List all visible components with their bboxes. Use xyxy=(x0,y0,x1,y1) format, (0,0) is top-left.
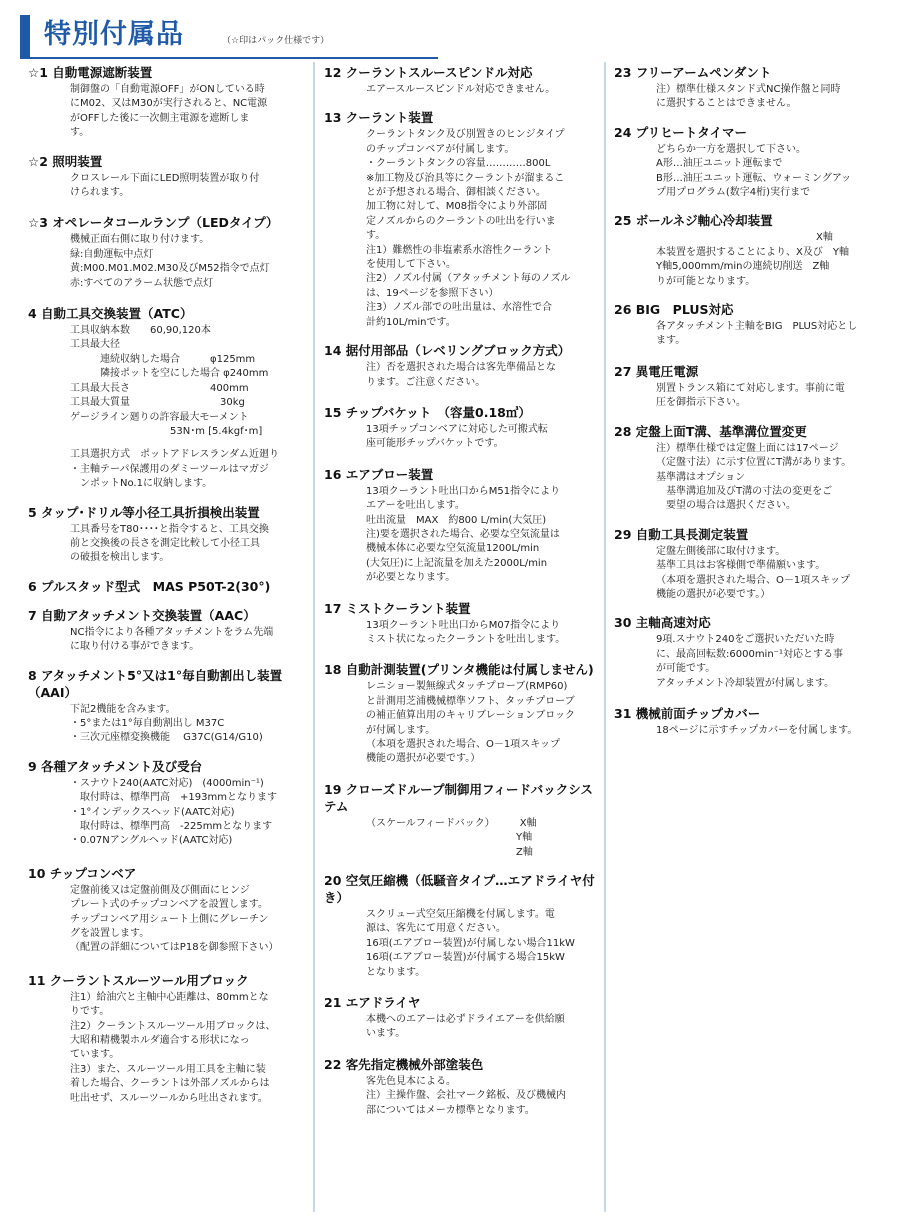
spec-item-text: に取り付ける事ができます。 xyxy=(70,641,200,653)
spec-item-title: 9 各種アタッチメント及び受台 xyxy=(28,758,203,774)
spec-item-text: の破損を検出します。 xyxy=(70,552,170,564)
header-accent-bar xyxy=(20,15,30,57)
spec-item-text: 連続収納した場合 φ125mm xyxy=(70,353,256,365)
spec-item-text: 取付時は、標準門高 -225mmとなります xyxy=(70,821,273,832)
spec-item-text: 注）標準仕様スタンド式NC操作盤と同時 xyxy=(656,84,841,95)
spec-item-text: 16項(エアブロー装置)が付属しない場合11kW xyxy=(366,937,575,949)
spec-item-text: ています。 xyxy=(70,1049,120,1061)
spec-item-text: 本装置を選択することにより、X及び Y軸 xyxy=(656,246,849,258)
spec-item-text: が可能です。 xyxy=(656,663,716,675)
spec-item-text: ・主軸テーパ保護用のダミーツールはマガジ xyxy=(70,463,269,475)
spec-item-text: が付属します。 xyxy=(366,724,436,736)
spec-item-text: す。 xyxy=(366,230,386,242)
spec-item-text: （本項を選択された場合、O－1項スキップ xyxy=(366,739,561,750)
spec-item xyxy=(28,865,300,956)
spec-item-text: ・三次元座標変換機能 G37C(G14/G10) xyxy=(70,732,263,744)
spec-item-text: にM02、又はM30が実行されると、NC電源 xyxy=(70,98,268,110)
spec-item-text: 赤:すべてのアラーム状態で点灯 xyxy=(70,277,214,289)
spec-item-text: （スケールフィードバック） X軸 xyxy=(366,817,537,829)
spec-item-text: 座可能形チップバケットです。 xyxy=(366,438,504,450)
spec-item-text: 注1）給油穴と主軸中心距離は、80mmとな xyxy=(70,991,269,1003)
spec-item-text: と計測用芝浦機械標準ソフト、タッチプローブ xyxy=(366,695,575,707)
spec-item-title: 5 タップ･ドリル等小径工具折損検出装置 xyxy=(28,504,260,520)
spec-item-text: 工具番号をT80････と指令すると、工具交換 xyxy=(70,523,269,535)
spec-item-text: 各アタッチメント主軸をBIG PLUS対応とし xyxy=(656,321,858,333)
spec-item-title: 25 ボールネジ軸心冷却装置 xyxy=(614,213,773,229)
spec-item xyxy=(324,872,596,980)
spec-item-title: 13 クーラント装置 xyxy=(324,110,434,126)
spec-item-text: 本機へのエアーは必ずドライエアーを供給願 xyxy=(366,1014,565,1026)
spec-item-text: X軸 xyxy=(656,232,833,244)
spec-item-text: ンポットNo.1に収納します。 xyxy=(70,478,213,490)
spec-item-text: に選択することはできません。 xyxy=(656,98,797,110)
spec-item xyxy=(28,578,300,595)
spec-item-text: 注1）難燃性の非塩素系水溶性クーラント xyxy=(366,244,553,256)
spec-item xyxy=(614,124,884,201)
spec-item-text: 定盤左側後部に取付けます。 xyxy=(656,545,786,557)
spec-item-title: 7 自動アタッチメント交換装置（AAC） xyxy=(28,607,256,623)
spec-item-text: 工具最大質量 30kg xyxy=(70,397,245,409)
spec-item-text: 注)要を選択された場合、必要な空気流量は xyxy=(366,528,560,540)
spec-item-text: プレート式のチップコンベアを設置します。 xyxy=(70,899,268,911)
spec-item-text: りが可能となります。 xyxy=(656,275,756,287)
spec-item-text: グを設置します。 xyxy=(70,928,150,940)
spec-item-text: 前と交換後の長さを測定比較して小径工具 xyxy=(70,537,260,549)
spec-item-title: ☆2 照明装置 xyxy=(28,153,103,169)
spec-item-title: 23 フリーアームペンダント xyxy=(614,65,772,80)
spec-item-text: NC指令により各種アタッチメントをラム先端 xyxy=(70,626,274,638)
spec-item-title: 24 プリヒートタイマー xyxy=(614,124,747,140)
spec-item-text: の補正値算出用のキャリブレーションブロック xyxy=(366,710,575,722)
column-divider xyxy=(604,62,606,1212)
spec-item-text: のチップコンベアが付属します。 xyxy=(366,143,515,155)
spec-item-text: 制御盤の「自動電源OFF」がONしている時 xyxy=(70,84,265,95)
spec-item-text: 注）標準仕様では定盤上面には17ページ xyxy=(656,442,839,454)
spec-item-text: 定盤前後又は定盤前側及び側面にヒンジ xyxy=(70,884,250,896)
spec-item-text: 着した場合、クーラントは外部ノズルからは xyxy=(70,1078,270,1090)
spec-item xyxy=(614,301,884,349)
spec-item-text: ・0.07Nアングルヘッド(AATC対応) xyxy=(70,835,233,847)
spec-item-text: 機能の選択が必要です。） xyxy=(656,588,771,600)
spec-item-title: 22 客先指定機械外部塗装色 xyxy=(324,1056,484,1072)
spec-item-text: ゲージライン廻りの許容最大モーメント xyxy=(70,411,249,423)
spec-item-text: 取付時は、標準門高 +193mmとなります xyxy=(70,792,277,804)
spec-item xyxy=(614,363,884,411)
spec-item xyxy=(28,758,300,849)
spec-item-text: います。 xyxy=(366,1028,406,1040)
spec-item-title: 29 自動工具長測定装置 xyxy=(614,526,749,542)
spec-item-text: A形…油圧ユニット運転まで xyxy=(656,158,783,170)
spec-item-text: 緑:自動運転中点灯 xyxy=(70,248,154,260)
spec-item-text: ます。 xyxy=(656,335,686,347)
spec-item xyxy=(28,607,300,655)
spec-item-text: （本項を選択された場合、O－1項スキップ xyxy=(656,574,851,586)
spec-item-text: エアーを吐出します。 xyxy=(366,500,465,512)
spec-item-text: 工具選択方式 ポットアドレスランダム近廻り xyxy=(70,449,279,461)
spec-item-text: 客先色見本による。 xyxy=(366,1075,456,1087)
spec-item-text: す。 xyxy=(70,127,90,139)
spec-item-text: 計約10L/minです。 xyxy=(366,316,456,328)
spec-item-text: 大昭和精機製ホルダ適合する形状になっ xyxy=(70,1035,250,1047)
spec-item-text: 基準溝はオプション xyxy=(656,471,746,483)
spec-item-text: 13項チップコンベアに対応した可搬式転 xyxy=(366,423,548,435)
spec-item-text: スクリュー式空気圧縮機を付属します。電 xyxy=(366,909,555,921)
spec-item-text: 圧を御指示下さい。 xyxy=(656,397,746,409)
spec-item xyxy=(324,661,596,766)
spec-item-text: 注2）ノズル付属（アタッチメント毎のノズル xyxy=(366,273,571,285)
spec-item-text: を使用して下さい。 xyxy=(366,259,456,271)
spec-item-text: 基準工具はお客様側で準備願います。 xyxy=(656,560,826,572)
spec-item xyxy=(324,342,596,390)
spec-item-title: 27 異電圧電源 xyxy=(614,363,699,379)
page-note: （☆印はパック仕様です） xyxy=(222,36,330,46)
spec-item xyxy=(614,614,884,691)
spec-item xyxy=(324,781,596,860)
spec-item-title: 6 プルスタッド型式 MAS P50T-2(30°) xyxy=(28,578,271,594)
spec-item-text: 加工物に対して、M08指令により外部固 xyxy=(366,201,548,213)
spec-item-text: 黄:M00.M01.M02.M30及びM52指令で点灯 xyxy=(70,263,270,275)
spec-item-text: 注2）クーラントスルーツール用ブロックは、 xyxy=(70,1020,276,1032)
spec-item-text: (大気圧)に上記流量を加えた2000L/min xyxy=(366,557,548,569)
spec-item-text: 別置トランス箱にて対応します。事前に電 xyxy=(656,382,845,394)
spec-item-title: 21 エアドライヤ xyxy=(324,995,421,1011)
spec-item xyxy=(28,153,300,201)
spec-item xyxy=(614,705,884,738)
spec-item-text: 13項クーラント吐出口からM51指令により xyxy=(366,485,561,497)
spec-item-text: 16項(エアブロー装置)が付属する場合15kW xyxy=(366,952,565,964)
page-title: 特別付属品 xyxy=(44,19,184,50)
column-2 xyxy=(324,64,596,1128)
spec-item-text: 18ページに示すチップカバーを付属します。 xyxy=(656,724,858,736)
spec-item xyxy=(324,1056,596,1118)
spec-item-text: 要望の場合は選択ください。 xyxy=(656,500,796,512)
spec-item-text: となります。 xyxy=(366,966,426,978)
spec-item-text: クーラントタンク及び別置きのヒンジタイプ xyxy=(366,129,565,141)
spec-item-text: ・1°インデックスヘッド(AATC対応) xyxy=(70,806,235,818)
spec-item-text: 機能の選択が必要です。） xyxy=(366,753,481,765)
spec-item xyxy=(324,64,596,97)
spec-item xyxy=(28,504,300,566)
spec-item-text: 13項クーラント吐出口からM07指令により xyxy=(366,619,561,631)
spec-item xyxy=(614,212,884,289)
column-divider xyxy=(313,62,315,1212)
spec-item-text: B形…油圧ユニット運転、ウォーミングアッ xyxy=(656,172,852,184)
header-underline xyxy=(20,57,438,59)
spec-item-text: Y軸5,000mm/minの連続切削送 Z軸 xyxy=(656,261,830,273)
spec-item-text: 定ノズルからのクーラントの吐出を行いま xyxy=(366,215,556,227)
spec-item-title: 16 エアブロー装置 xyxy=(324,466,434,482)
spec-item-text: とが予想される場合、御相談ください。 xyxy=(366,187,546,199)
spec-item xyxy=(614,64,884,112)
spec-item-title: 20 空気圧縮機（低騒音タイプ…エアドライヤ付き） xyxy=(324,873,595,906)
spec-item-text: 注）否を選択された場合は客先準備品とな xyxy=(366,362,556,374)
spec-item xyxy=(614,423,884,514)
spec-item-text: チップコンベア用シュート上側にグレーチン xyxy=(70,913,269,925)
spec-item-text: 53N･m [5.4kgf･m] xyxy=(70,425,263,437)
spec-item-title: 12 クーラントスルースピンドル対応 xyxy=(324,65,533,80)
spec-item-text: が必要となります。 xyxy=(366,572,456,584)
spec-item-text: りです。 xyxy=(70,1006,110,1018)
spec-item-text: けられます。 xyxy=(70,187,130,199)
spec-item-title: 28 定盤上面T溝、基準溝位置変更 xyxy=(614,423,807,439)
spec-item-title: 26 BIG PLUS対応 xyxy=(614,302,734,318)
spec-item-text: 吐出せず、スルーツールから吐出されます。 xyxy=(70,1092,268,1104)
column-3 xyxy=(614,64,884,748)
spec-item xyxy=(324,466,596,586)
spec-item-text: どちらか一方を選択して下さい。 xyxy=(656,143,806,155)
spec-item-text: エアースルースピンドル対応できません。 xyxy=(366,84,556,95)
spec-item-text: ります。ご注意ください。 xyxy=(366,376,486,388)
spec-item-text: 源は、客先にて用意ください。 xyxy=(366,923,506,935)
spec-item-text: ※加工物及び治具等にクーラントが溜まるこ xyxy=(366,172,565,184)
spec-item-text: 機械正面右側に取り付けます。 xyxy=(70,234,210,246)
spec-item-text: 工具最大径 xyxy=(70,339,120,351)
spec-item-text: がOFFした後に一次側主電源を遮断しま xyxy=(70,112,250,124)
spec-item-text: に、最高回転数:6000min⁻¹対応とする事 xyxy=(656,648,843,660)
spec-item xyxy=(28,305,300,491)
spec-item xyxy=(28,667,300,746)
spec-item-text: ・スナウト240(AATC対応) (4000min⁻¹) xyxy=(70,777,264,789)
spec-item-title: 10 チップコンベア xyxy=(28,865,137,881)
spec-item-text: 基準溝追加及びT溝の寸法の変更をご xyxy=(656,485,833,497)
spec-item-text: Z軸 xyxy=(366,846,533,858)
spec-item-text: レニショー製無線式タッチプローブ(RMP60) xyxy=(366,681,568,693)
spec-item xyxy=(324,404,596,452)
spec-item-title: 19 クローズドループ制御用フィードバックシステム xyxy=(324,781,593,814)
spec-item-text: アタッチメント冷却装置が付属します。 xyxy=(656,677,835,689)
spec-item xyxy=(28,214,300,291)
spec-item-title: 4 自動工具交換装置（ATC） xyxy=(28,306,193,322)
spec-item-text: 9項.スナウト240をご選択いただいた時 xyxy=(656,634,835,646)
spec-item-title: 8 アタッチメント5°又は1°毎自動割出し装置（AAI） xyxy=(28,667,283,700)
spec-item-text: 機械本体に必要な空気流量1200L/min xyxy=(366,543,540,555)
spec-item-text: 注）主操作盤、会社マーク銘板、及び機械内 xyxy=(366,1090,566,1102)
spec-item-text: プ用プログラム(数字4桁)実行まで xyxy=(656,187,811,199)
spec-item-text: （配置の詳細についてはP18を御参照下さい） xyxy=(70,942,279,954)
spec-item-text: 下記2機能を含みます。 xyxy=(70,703,176,715)
spec-item xyxy=(324,600,596,648)
spec-item-text: 工具最大長さ 400mm xyxy=(70,382,249,394)
spec-item xyxy=(28,64,300,141)
spec-item-text: （定盤寸法）に示す位置にT溝があります。 xyxy=(656,457,852,469)
spec-item-text: ・クーラントタンクの容量…………800L xyxy=(366,158,551,170)
spec-item-text xyxy=(28,439,300,448)
spec-item xyxy=(28,972,300,1106)
spec-item-text: クロスレール下面にLED照明装置が取り付 xyxy=(70,172,260,184)
spec-item-title: 18 自動計測装置(プリンタ機能は付属しません) xyxy=(324,662,594,678)
spec-item xyxy=(324,109,596,330)
spec-item-title: ☆3 オペレータコールランプ（LEDタイプ） xyxy=(28,215,279,231)
spec-item-title: ☆1 自動電源遮断装置 xyxy=(28,65,153,80)
spec-item-title: 31 機械前面チップカバー xyxy=(614,705,761,721)
spec-item-text: 注3）また、スルーツール用工具を主軸に装 xyxy=(70,1063,266,1075)
spec-item-text: 工具収納本数 60,90,120本 xyxy=(70,325,211,337)
spec-item-text: 部についてはメーカ標準となります。 xyxy=(366,1104,535,1116)
spec-item-text: は、19ページを参照下さい） xyxy=(366,287,499,299)
spec-item-text: Y軸 xyxy=(366,832,533,844)
spec-item-text: 隣接ポットを空にした場合 φ240mm xyxy=(70,368,269,380)
spec-item-text: 注3）ノズル部での吐出量は、水溶性で合 xyxy=(366,302,552,314)
spec-item-title: 15 チップバケット （容量0.18㎥） xyxy=(324,404,531,420)
spec-item-title: 11 クーラントスルーツール用ブロック xyxy=(28,972,249,988)
spec-item-text: ・5°または1°毎自動割出し M37C xyxy=(70,717,225,729)
spec-item-title: 14 据付用部品（レベリングブロック方式） xyxy=(324,343,571,359)
spec-item-title: 30 主軸高速対応 xyxy=(614,615,711,631)
spec-item-text: ミスト状になったクーラントを吐出します。 xyxy=(366,633,566,645)
column-1 xyxy=(28,64,300,1116)
spec-item xyxy=(324,994,596,1042)
spec-item-text: 吐出流量 MAX 約800 L/min(大気圧) xyxy=(366,514,547,526)
spec-item xyxy=(614,526,884,603)
spec-item-title: 17 ミストクーラント装置 xyxy=(324,600,471,616)
